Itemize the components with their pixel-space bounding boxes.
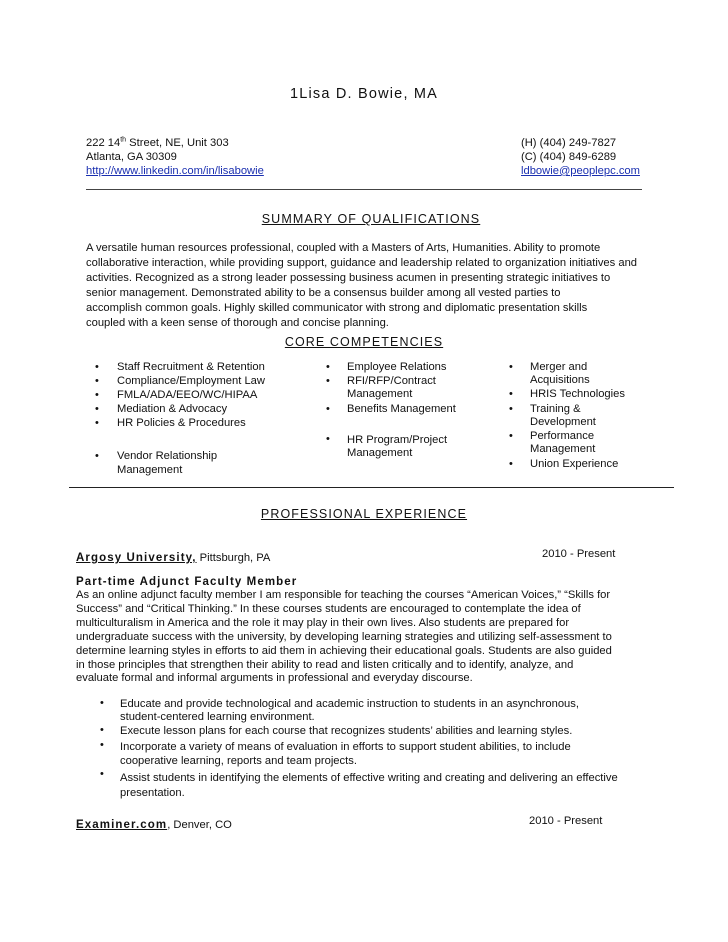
competency-item: Development [530, 416, 596, 428]
summary-line: coupled with a keen sense of thorough and concise planning. [86, 317, 389, 329]
duty-item: cooperative learning, reports and team projects. [120, 755, 357, 767]
competency-item: Employee Relations [347, 361, 447, 373]
competency-item: Training & [530, 403, 581, 415]
competency-item: Compliance/Employment Law [117, 375, 265, 387]
employer-name: Argosy University, [76, 552, 197, 564]
competency-item: HRIS Technologies [530, 388, 625, 400]
summary-line: senior management. Demonstrated ability to be a consensus builder among all vested parties to [86, 287, 561, 299]
header-divider [86, 189, 642, 190]
description-line: evaluate formal and informal arguments in professional and everyday discourse. [76, 672, 473, 685]
competency-item: Management [347, 447, 413, 459]
job-employer-line [76, 815, 232, 833]
phone-cell: (C) (404) 849-6289 [521, 151, 617, 163]
job-employer-line [76, 548, 270, 566]
description-line: multiculturalism in America and the role it may play in their own lives. Also students are prepared for [76, 616, 570, 629]
description-line: Success” and “Critical Thinking.” In these courses students are encouraged to contemplate the idea of [76, 602, 581, 615]
employer-name: Examiner.com [76, 819, 168, 831]
experience-heading: PROFESSIONAL EXPERIENCE [260, 507, 468, 521]
competency-item: Vendor Relationship [117, 450, 218, 462]
competency-item: Staff Recruitment & Retention [117, 361, 265, 373]
duty-item: presentation. [120, 787, 185, 799]
competency-item: FMLA/ADA/EEO/WC/HIPAA [117, 389, 258, 401]
duty-item: Educate and provide technological and academic instruction to students in an asynchronous, [120, 698, 579, 710]
job-description [76, 589, 676, 686]
address-city: Atlanta, GA 30309 [86, 151, 177, 163]
competency-item: HR Program/Project [347, 434, 448, 446]
competency-item: RFI/RFP/Contract [347, 375, 436, 387]
employer-location: , Denver, CO [167, 819, 232, 831]
job-years: 2010 - Present [529, 815, 603, 827]
job-title: Part-time Adjunct Faculty Member [76, 576, 298, 588]
competencies-heading: CORE COMPETENCIES [284, 335, 444, 349]
contact-phone-email [521, 136, 640, 178]
competency-item: Performance [530, 430, 595, 442]
duty-item: Execute lesson plans for each course that recognizes students’ abilities and learning styles. [120, 725, 573, 737]
description-line: undergraduate success with the university, by developing learning strategies and utilizing self-assessment to [76, 630, 612, 643]
summary-line: A versatile human resources professional, coupled with a Masters of Arts, Humanities. Ability to promote [86, 242, 601, 254]
resume-name: 1Lisa D. Bowie, MA [289, 86, 439, 102]
address-street: 222 14th Street, NE, Unit 303 [86, 136, 229, 149]
phone-home: (H) (404) 249-7827 [521, 137, 617, 149]
competency-item: Mediation & Advocacy [117, 403, 228, 415]
competency-item: Management [530, 443, 596, 455]
summary-line: activities. Recognized as a strong leader possessing business acumen in presenting strategic initiatives to [86, 272, 611, 284]
email-link[interactable]: ldbowie@peoplepc.com [521, 165, 640, 177]
contact-address [86, 136, 264, 178]
job-years: 2010 - Present [542, 548, 616, 560]
duty-item: Incorporate a variety of means of evaluation in efforts to support student abilities, to include [120, 741, 571, 753]
competency-item: Management [347, 388, 413, 400]
description-line: As an online adjunct faculty member I am responsible for teaching the courses “American Voices,” “Skills for [76, 589, 611, 601]
summary-line: collaborative interaction, while providing support, guidance and leadership related to organization initiatives and [86, 257, 638, 269]
summary-heading: SUMMARY OF QUALIFICATIONS [261, 212, 481, 226]
competency-item: Union Experience [530, 458, 619, 470]
description-line: determine learning styles in efforts to aid them in achieving their educational goals. Students are also guided [76, 644, 612, 657]
duty-item: student-centered learning environment. [120, 711, 315, 723]
description-line: in those principles that strengthen their ability to read and listen critically and to identify, analyze, and [76, 658, 574, 671]
summary-paragraph [86, 241, 676, 331]
competency-item: Merger and [530, 361, 588, 373]
competency-item: Benefits Management [347, 403, 456, 415]
duty-item: Assist students in identifying the elements of effective writing and creating and delivering an effective [120, 772, 618, 784]
competencies-divider [69, 487, 674, 488]
competency-item: Management [117, 464, 183, 476]
linkedin-link[interactable]: http://www.linkedin.com/in/lisabowie [86, 165, 264, 177]
summary-line: accomplish common goals. Highly skilled communicator with strong and diplomatic presentation skills [86, 302, 588, 314]
competency-item: HR Policies & Procedures [117, 417, 246, 429]
employer-location: Pittsburgh, PA [196, 552, 271, 564]
competency-item: Acquisitions [530, 374, 590, 386]
